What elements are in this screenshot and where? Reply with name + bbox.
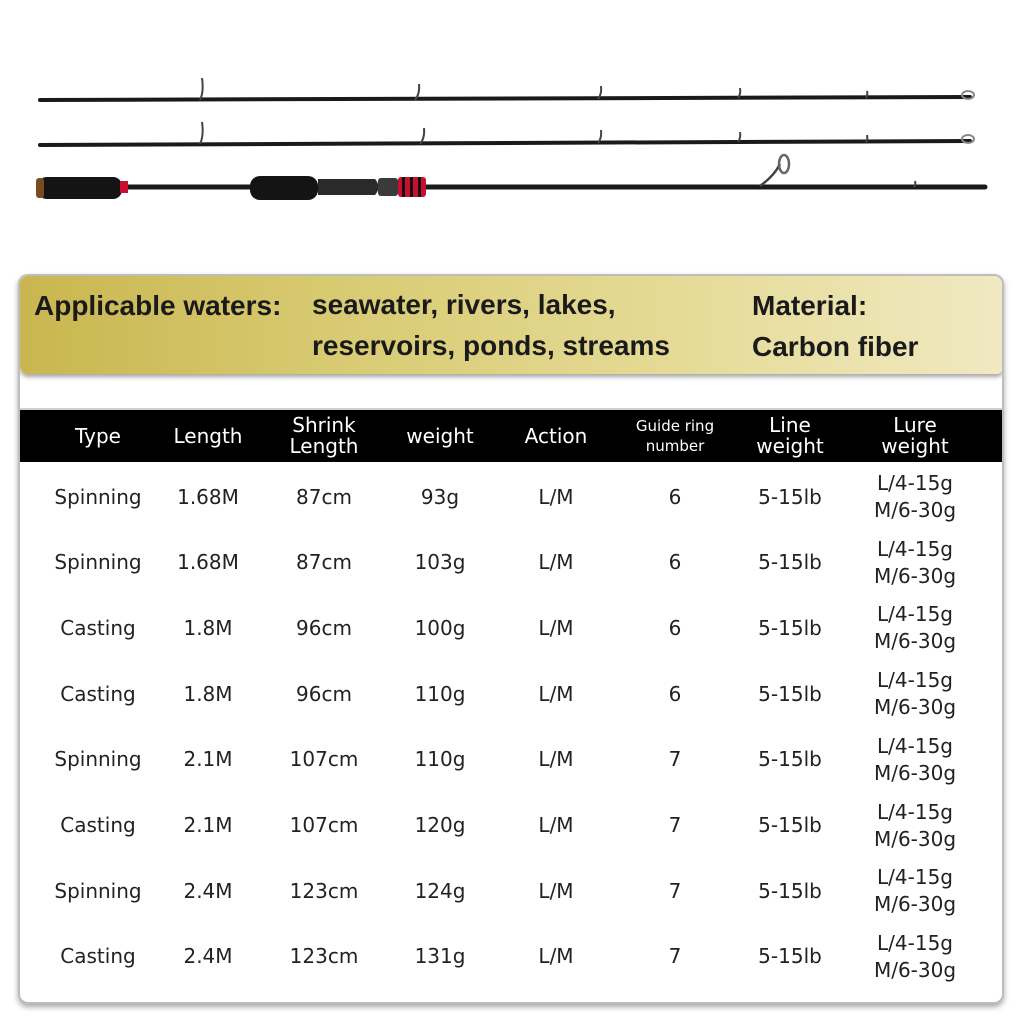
cell-lure-weight — [848, 464, 982, 530]
cell-shrink-length: 107cm — [289, 747, 359, 772]
cell-shrink-length: 96cm — [296, 681, 352, 706]
table-row — [20, 530, 1004, 596]
cell-type: Casting — [60, 681, 136, 706]
cell-weight: 120g — [414, 813, 466, 837]
cell-length: 1.8M — [183, 681, 233, 706]
lure-weight-lure2: M/6-30g — [873, 760, 957, 785]
lure-weight-lure1: L/4-15g — [877, 799, 953, 824]
material-value: Carbon fiber — [752, 331, 919, 362]
applicable-waters-label: Applicable waters: — [34, 290, 282, 321]
header-length: Length — [173, 423, 243, 448]
rod-tip-section-1 — [40, 78, 974, 100]
cell-shrink-length: 87cm — [296, 484, 352, 509]
cell-line-weight: 5-15lb — [758, 944, 822, 969]
cell-length: 1.68M — [177, 484, 239, 509]
lure-weight-lure1: L/4-15g — [877, 733, 953, 758]
applicable-waters-line-1: seawater, rivers, lakes, — [312, 289, 616, 320]
cell-type: Casting — [60, 615, 136, 640]
cell-action: L/M — [538, 944, 574, 969]
cell-guide-ring-number: 6 — [668, 550, 682, 575]
stripper-guide — [779, 155, 789, 173]
header-type: Type — [75, 423, 121, 448]
cell-type: Spinning — [54, 484, 142, 509]
reel-seat — [318, 179, 379, 195]
cell-guide-ring-number: 7 — [668, 813, 682, 837]
header-guide-ring-number: Guide ring number — [635, 417, 715, 455]
cell-weight: 124g — [414, 878, 466, 903]
lure-weight-lure2: M/6-30g — [873, 498, 957, 522]
fishing-rod-illustration — [0, 60, 1024, 210]
rod-tip-section-2 — [40, 122, 974, 145]
cell-action: L/M — [538, 681, 574, 706]
lure-weight-lure2: M/6-30g — [873, 695, 957, 720]
cell-action: L/M — [538, 747, 574, 772]
lure-weight-lure2: M/6-30g — [873, 563, 957, 588]
cell-type: Casting — [60, 813, 136, 837]
cell-line-weight: 5-15lb — [758, 615, 822, 640]
cell-action: L/M — [538, 484, 574, 509]
cell-guide-ring-number: 7 — [668, 747, 682, 772]
table-row — [20, 793, 1004, 859]
cell-action: L/M — [538, 615, 574, 640]
cell-guide-ring-number: 7 — [668, 878, 682, 903]
table-header-row — [20, 408, 1004, 462]
lure-weight-lure1: L/4-15g — [877, 602, 953, 627]
cell-weight: 131g — [414, 944, 466, 969]
cell-action: L/M — [538, 813, 574, 837]
lure-weight-lure2: M/6-30g — [873, 957, 957, 982]
cell-lure-weight — [848, 858, 982, 924]
cell-lure-weight — [848, 793, 982, 859]
cell-length: 2.1M — [183, 813, 233, 837]
cell-line-weight: 5-15lb — [758, 484, 822, 509]
lure-weight-lure1: L/4-15g — [877, 865, 953, 890]
cell-line-weight: 5-15lb — [758, 878, 822, 903]
lure-weight-lure1: L/4-15g — [877, 471, 953, 495]
cell-weight: 110g — [414, 681, 466, 706]
header-lure-weight: Lure weight — [881, 413, 949, 458]
header-shrink-length: Shrink Length — [289, 413, 359, 458]
cell-weight: 93g — [420, 484, 460, 509]
lure-weight-lure1: L/4-15g — [877, 930, 953, 955]
cell-length: 1.68M — [177, 550, 239, 575]
cell-lure-weight — [848, 661, 982, 727]
cell-shrink-length: 123cm — [289, 878, 359, 903]
header-action: Action — [524, 423, 588, 448]
cell-action: L/M — [538, 878, 574, 903]
header-weight: weight — [406, 423, 474, 448]
cell-line-weight: 5-15lb — [758, 813, 822, 837]
cell-type: Spinning — [54, 550, 142, 575]
cell-shrink-length: 87cm — [296, 550, 352, 575]
table-row — [20, 464, 1004, 530]
cell-length: 2.4M — [183, 878, 233, 903]
cell-type: Casting — [60, 944, 136, 969]
fore-grip — [250, 176, 318, 200]
lure-weight-lure2: M/6-30g — [873, 892, 957, 917]
info-banner — [20, 276, 1004, 374]
table-row — [20, 727, 1004, 793]
cell-shrink-length: 123cm — [289, 944, 359, 969]
cell-weight: 100g — [414, 615, 466, 640]
applicable-waters-line-2: reservoirs, ponds, streams — [312, 330, 670, 361]
table-row — [20, 661, 1004, 727]
lure-weight-lure2: M/6-30g — [873, 629, 957, 654]
cell-type: Spinning — [54, 747, 142, 772]
cell-guide-ring-number: 6 — [668, 484, 682, 509]
cell-shrink-length: 96cm — [296, 615, 352, 640]
cell-line-weight: 5-15lb — [758, 550, 822, 575]
rear-grip — [38, 177, 122, 199]
cell-weight: 103g — [414, 550, 466, 575]
cell-line-weight: 5-15lb — [758, 681, 822, 706]
cell-lure-weight — [848, 595, 982, 661]
table-row — [20, 924, 1004, 990]
cell-length: 2.4M — [183, 944, 233, 969]
cell-action: L/M — [538, 550, 574, 575]
cell-lure-weight — [848, 727, 982, 793]
cell-guide-ring-number: 7 — [668, 944, 682, 969]
spec-card — [18, 274, 1004, 1004]
applicable-waters-value — [312, 284, 670, 366]
lure-weight-lure1: L/4-15g — [877, 536, 953, 561]
cell-guide-ring-number: 6 — [668, 615, 682, 640]
lure-weight-lure2: M/6-30g — [873, 826, 957, 851]
cell-shrink-length: 107cm — [289, 813, 359, 837]
lure-weight-lure1: L/4-15g — [877, 668, 953, 693]
cell-line-weight: 5-15lb — [758, 747, 822, 772]
cell-lure-weight — [848, 530, 982, 596]
table-row — [20, 858, 1004, 924]
cell-length: 1.8M — [183, 615, 233, 640]
cell-length: 2.1M — [183, 747, 233, 772]
cell-weight: 110g — [414, 747, 466, 772]
rod-butt-section — [36, 155, 985, 200]
cell-lure-weight — [848, 924, 982, 990]
header-line-weight: Line weight — [756, 413, 824, 458]
material-label: Material: — [752, 290, 868, 321]
cell-type: Spinning — [54, 878, 142, 903]
table-row — [20, 595, 1004, 661]
cell-guide-ring-number: 6 — [668, 681, 682, 706]
